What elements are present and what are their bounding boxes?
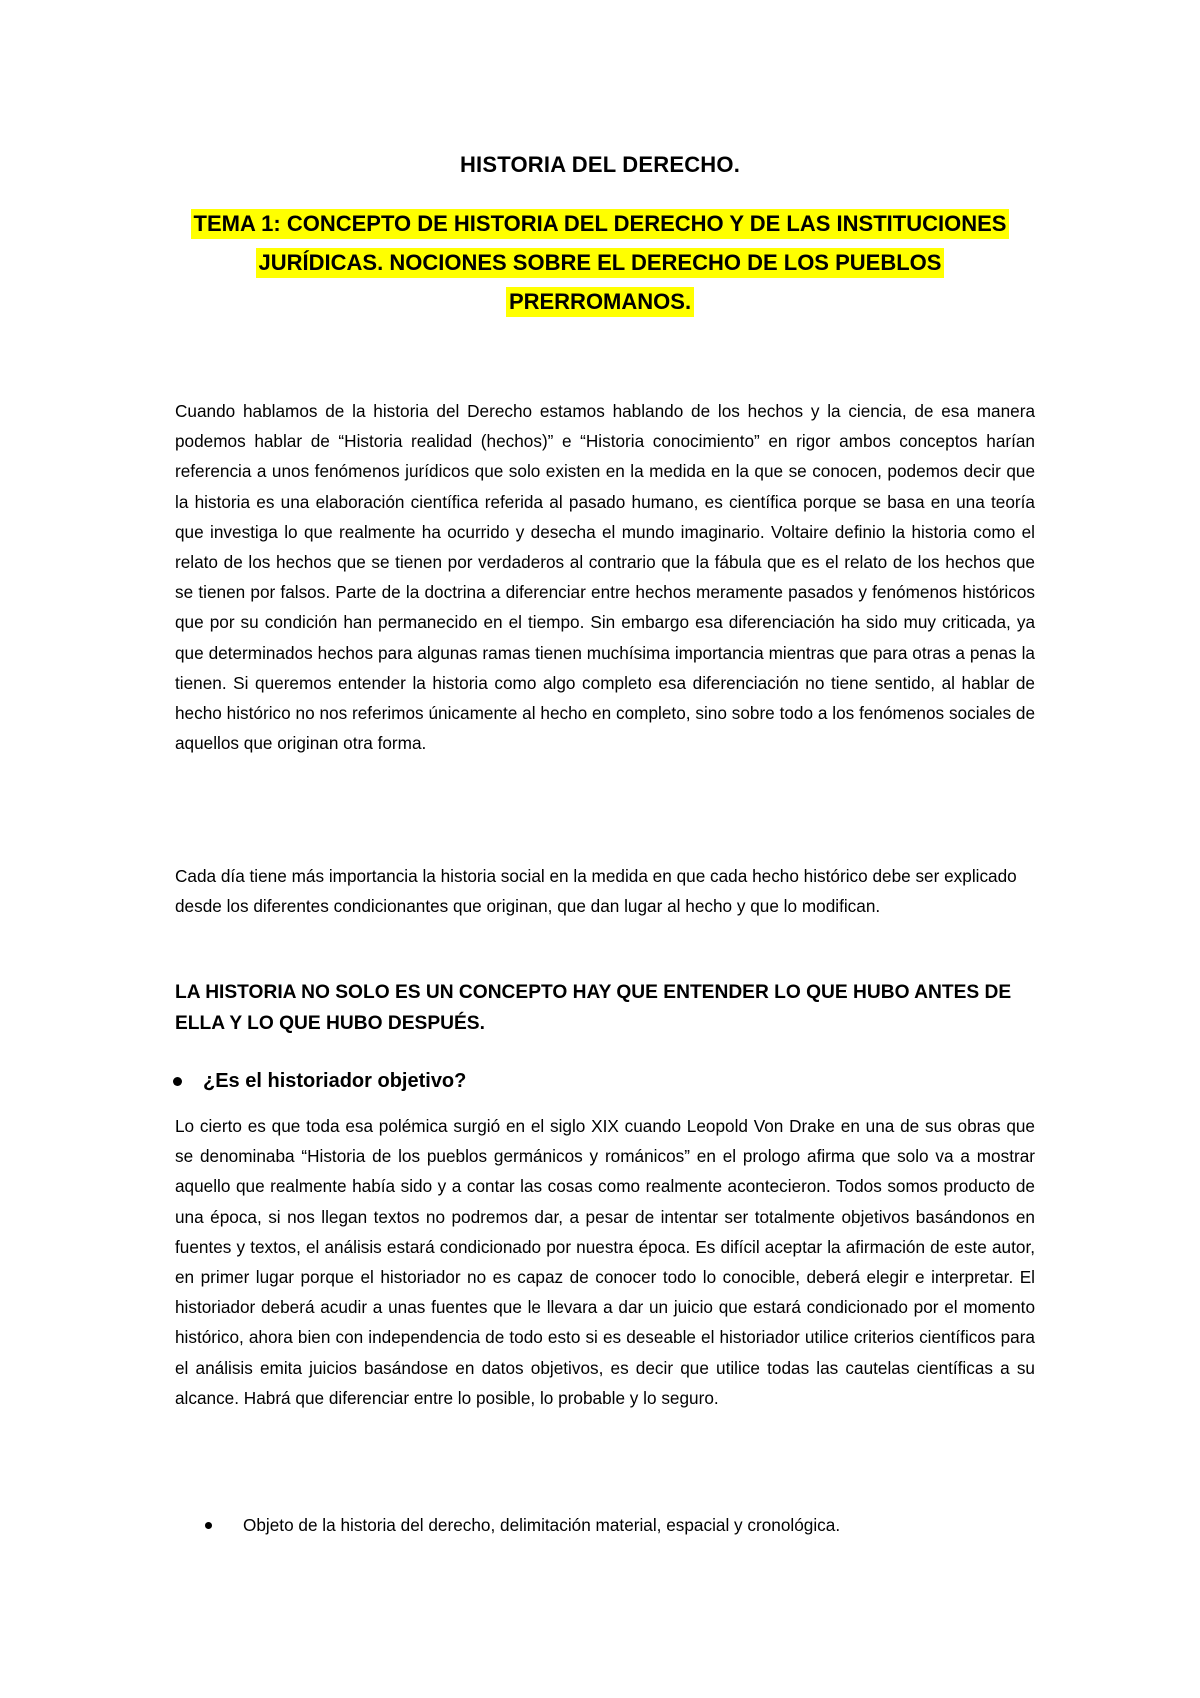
paragraph-intro: Cuando hablamos de la historia del Derecho estamos hablando de los hechos y la ciencia, de esa manera podemos hablar de “Historia realidad (hechos)” e “Historia conocimiento” en rigor ambos conceptos harían referencia a unos fenómenos jurídicos que solo existen en la medida en la que se conocen, podemos decir que la historia es una elaboración científica referida al pasado humano, es científica porque se basa en una teoría que investiga lo que realmente ha ocurrido y desecha el mundo imaginario. Voltaire definio la historia como el relato de los hechos que se tienen por verdaderos al contrario que la fábula que es el relato de los hechos que se tienen por falsos. Parte de la doctrina a diferenciar entre hechos meramente pasados y fenómenos históricos que por su condición han permanecido en el tiempo. Sin embargo esa diferenciación ha sido muy criticada, ya que determinados hechos para algunas ramas tienen muchísima importancia mientras que para otras a penas la tienen. Si queremos entender la historia como algo completo esa diferenciación no tiene sentido, al hablar de hecho histórico no nos referimos únicamente al hecho en completo, sino sobre todo a los fenómenos sociales de aquellos que originan otra forma. [175,401,1035,754]
paragraph-historia-social: Cada día tiene más importancia la historia social en la medida en que cada hecho histórico debe ser explicado desde los diferentes condicionantes que originan, que dan lugar al hecho y que lo modifican. [175,866,1017,917]
bullet-item-label: Objeto de la historia del derecho, delimitación material, espacial y cronológica. [243,1515,841,1535]
paragraph-historiador: Lo cierto es que toda esa polémica surgió en el siglo XIX cuando Leopold Von Drake en una de sus obras que se denominaba “Historia de los pueblos germánicos y románicos” en el prologo afirma que solo va a mostrar aquello que realmente había sido y a contar las cosas como realmente acontecieron. Todos somos producto de una época, si nos llegan textos no podremos dar, a pesar de intentar ser totalmente objetivos basándonos en fuentes y textos, el análisis estará condicionado por nuestra época. Es difícil aceptar la afirmación de este autor, en primer lugar porque el historiador no es capaz de conocer todo lo conocible, deberá elegir e interpretar. El historiador deberá acudir a unas fuentes que le llevara a dar un juicio que estará condicionado por el momento histórico, ahora bien con independencia de todo esto si es deseable el historiador utilice criterios científicos para el análisis emita juicios basándose en datos objetivos, es decir que utilice todas las cautelas científicas a su alcance. Habrá que diferenciar entre lo posible, lo probable y lo seguro. [175,1116,1035,1408]
section-heading: LA HISTORIA NO SOLO ES UN CONCEPTO HAY QUE ENTENDER LO QUE HUBO ANTES DE ELLA Y LO QUE HUBO DESPUÉS. [175,982,1012,1034]
bullet-item-label: ¿Es el historiador objetivo? [203,1070,467,1092]
tema-heading-line: JURÍDICAS. NOCIONES SOBRE EL DERECHO DE LOS PUEBLOS [256,248,945,278]
bullet-item-objeto [243,1510,840,1540]
bullet-dot-icon [205,1522,212,1529]
tema-heading-line: TEMA 1: CONCEPTO DE HISTORIA DEL DERECHO Y DE LAS INSTITUCIONES [191,209,1010,239]
document-title: HISTORIA DEL DERECHO. [459,152,741,177]
tema-heading-line: PRERROMANOS. [506,287,694,317]
bullet-dot-icon [173,1077,182,1086]
tema-heading [160,204,1040,321]
bullet-item-question [203,1066,466,1096]
